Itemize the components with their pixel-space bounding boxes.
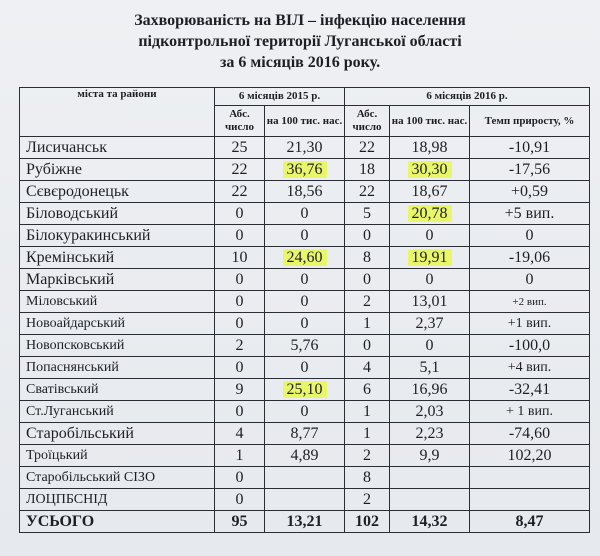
- table-row: [20, 401, 590, 423]
- abs-2016: 8: [345, 247, 390, 269]
- rate-2016: 2,37: [390, 313, 470, 335]
- table-row: [20, 423, 590, 445]
- rate-2015: 4,89: [265, 445, 345, 467]
- growth-rate: -32,41: [470, 379, 590, 401]
- abs-2016: 8: [345, 467, 390, 489]
- growth-rate: + 1 вип.: [470, 401, 590, 423]
- abs-2015: 0: [215, 269, 265, 291]
- district-name: Попаснянський: [20, 357, 215, 379]
- rate-2015: [265, 159, 345, 181]
- highlighted-value: 24,60: [283, 249, 327, 266]
- table-row: [20, 159, 590, 181]
- rate-2016: 13,01: [390, 291, 470, 313]
- growth-rate: +5 вип.: [470, 203, 590, 225]
- highlighted-value: 36,76: [283, 161, 327, 178]
- growth-rate: -10,91: [470, 137, 590, 159]
- title-line-3: за 6 місяців 2016 року.: [219, 54, 381, 71]
- rate-2015: 0: [265, 269, 345, 291]
- abs-2016: 1: [345, 423, 390, 445]
- rate-2015: [265, 247, 345, 269]
- abs-2015: 0: [215, 203, 265, 225]
- abs-2015: 25: [215, 137, 265, 159]
- total-rate-2015: 13,21: [265, 511, 345, 533]
- growth-rate: +4 вип.: [470, 357, 590, 379]
- rate-2015: 0: [265, 357, 345, 379]
- rate-2015: [265, 379, 345, 401]
- header-growth: Темп приросту, %: [470, 106, 590, 137]
- rate-2016: 0: [390, 269, 470, 291]
- district-name: Сєвєродонецьк: [20, 181, 215, 203]
- rate-2016: 18,98: [390, 137, 470, 159]
- abs-2015: 1: [215, 445, 265, 467]
- rate-2016: [390, 203, 470, 225]
- abs-2015: 2: [215, 335, 265, 357]
- rate-2015: 18,56: [265, 181, 345, 203]
- district-name: Білокуракинський: [20, 225, 215, 247]
- rate-2015: 21,30: [265, 137, 345, 159]
- rate-2016: [390, 489, 470, 511]
- growth-rate: -74,60: [470, 423, 590, 445]
- growth-rate: [470, 467, 590, 489]
- district-name: Старобільський СІЗО: [20, 467, 215, 489]
- rate-2016: 0: [390, 335, 470, 357]
- total-label: УСЬОГО: [20, 511, 215, 533]
- abs-2015: 0: [215, 467, 265, 489]
- abs-2016: 2: [345, 445, 390, 467]
- rate-2016: 9,9: [390, 445, 470, 467]
- abs-2015: 0: [215, 291, 265, 313]
- district-name: Ст.Луганський: [20, 401, 215, 423]
- table-row: [20, 225, 590, 247]
- rate-2015: 0: [265, 291, 345, 313]
- district-name: Троїцький: [20, 445, 215, 467]
- district-name: Біловодський: [20, 203, 215, 225]
- district-name: Новопсковський: [20, 335, 215, 357]
- district-name: Рубіжне: [20, 159, 215, 181]
- highlighted-value: 20,78: [408, 205, 452, 222]
- total-row: [20, 511, 590, 533]
- abs-2016: 4: [345, 357, 390, 379]
- growth-rate: +1 вип.: [470, 313, 590, 335]
- growth-rate: +0,59: [470, 181, 590, 203]
- table-row: [20, 291, 590, 313]
- rate-2016: 0: [390, 225, 470, 247]
- rate-2015: 0: [265, 225, 345, 247]
- abs-2015: 0: [215, 401, 265, 423]
- total-abs-2016: 102: [345, 511, 390, 533]
- table-row: [20, 137, 590, 159]
- table-row: [20, 247, 590, 269]
- district-name: Лисичанськ: [20, 137, 215, 159]
- abs-2015: 22: [215, 159, 265, 181]
- table-row: [20, 357, 590, 379]
- title-line-2: підконтрольної території Луганської області: [138, 33, 462, 50]
- rate-2016: 2,03: [390, 401, 470, 423]
- header-abs-2015: Абс. число: [215, 106, 265, 137]
- rate-2015: [265, 467, 345, 489]
- rate-2016: 18,67: [390, 181, 470, 203]
- header-abs-2016: Абс. число: [345, 106, 390, 137]
- document-title: [0, 10, 600, 73]
- highlighted-value: 19,91: [408, 249, 452, 266]
- highlighted-value: 30,30: [408, 161, 452, 178]
- abs-2015: 0: [215, 313, 265, 335]
- title-line-1: Захворюваність на ВІЛ – інфекцію населення: [134, 12, 466, 29]
- rate-2015: 0: [265, 313, 345, 335]
- rate-2015: 8,77: [265, 423, 345, 445]
- header-row-periods: [20, 88, 590, 106]
- abs-2016: 0: [345, 269, 390, 291]
- abs-2016: 1: [345, 401, 390, 423]
- total-abs-2015: 95: [215, 511, 265, 533]
- header-rate-2016: на 100 тис. нас.: [390, 106, 470, 137]
- abs-2016: 18: [345, 159, 390, 181]
- district-name: Сватівський: [20, 379, 215, 401]
- abs-2016: 1: [345, 313, 390, 335]
- district-name: Кремінський: [20, 247, 215, 269]
- abs-2016: 0: [345, 335, 390, 357]
- district-name: ЛОЦПБСНІД: [20, 489, 215, 511]
- abs-2015: 0: [215, 357, 265, 379]
- abs-2016: 2: [345, 489, 390, 511]
- abs-2016: 22: [345, 181, 390, 203]
- abs-2016: 22: [345, 137, 390, 159]
- rate-2015: 0: [265, 203, 345, 225]
- growth-rate: -17,56: [470, 159, 590, 181]
- growth-rate: -19,06: [470, 247, 590, 269]
- abs-2016: 2: [345, 291, 390, 313]
- header-rate-2015: на 100 тис. нас.: [265, 106, 345, 137]
- rate-2016: [390, 247, 470, 269]
- abs-2015: 0: [215, 489, 265, 511]
- growth-rate: 102,20: [470, 445, 590, 467]
- table-row: [20, 203, 590, 225]
- district-name: Новоайдарський: [20, 313, 215, 335]
- rate-2016: 2,23: [390, 423, 470, 445]
- hiv-incidence-table: [19, 87, 590, 533]
- highlighted-value: 25,10: [283, 381, 327, 398]
- table-row: [20, 335, 590, 357]
- district-name: Марківський: [20, 269, 215, 291]
- abs-2016: 0: [345, 225, 390, 247]
- abs-2016: 6: [345, 379, 390, 401]
- rate-2015: 0: [265, 401, 345, 423]
- abs-2015: 22: [215, 181, 265, 203]
- table-row: [20, 313, 590, 335]
- total-rate-2016: 14,32: [390, 511, 470, 533]
- abs-2015: 9: [215, 379, 265, 401]
- abs-2016: 5: [345, 203, 390, 225]
- growth-rate: [470, 489, 590, 511]
- abs-2015: 0: [215, 225, 265, 247]
- table-row: [20, 379, 590, 401]
- total-growth: 8,47: [470, 511, 590, 533]
- district-name: Міловський: [20, 291, 215, 313]
- table-row: [20, 181, 590, 203]
- rate-2016: 5,1: [390, 357, 470, 379]
- rate-2015: [265, 489, 345, 511]
- growth-rate: +2 вип.: [470, 291, 590, 313]
- header-period-2016: 6 місяців 2016 р.: [345, 88, 590, 106]
- rate-2016: [390, 159, 470, 181]
- header-period-2015: 6 місяців 2015 р.: [215, 88, 345, 106]
- growth-rate: -100,0: [470, 335, 590, 357]
- rate-2015: 5,76: [265, 335, 345, 357]
- district-name: Старобільський: [20, 423, 215, 445]
- growth-rate: 0: [470, 269, 590, 291]
- growth-rate: 0: [470, 225, 590, 247]
- abs-2015: 10: [215, 247, 265, 269]
- table-row: [20, 467, 590, 489]
- table-row: [20, 489, 590, 511]
- rate-2016: [390, 467, 470, 489]
- table-row: [20, 269, 590, 291]
- rate-2016: 16,96: [390, 379, 470, 401]
- abs-2015: 4: [215, 423, 265, 445]
- header-district: міста та райони: [20, 88, 215, 137]
- table-row: [20, 445, 590, 467]
